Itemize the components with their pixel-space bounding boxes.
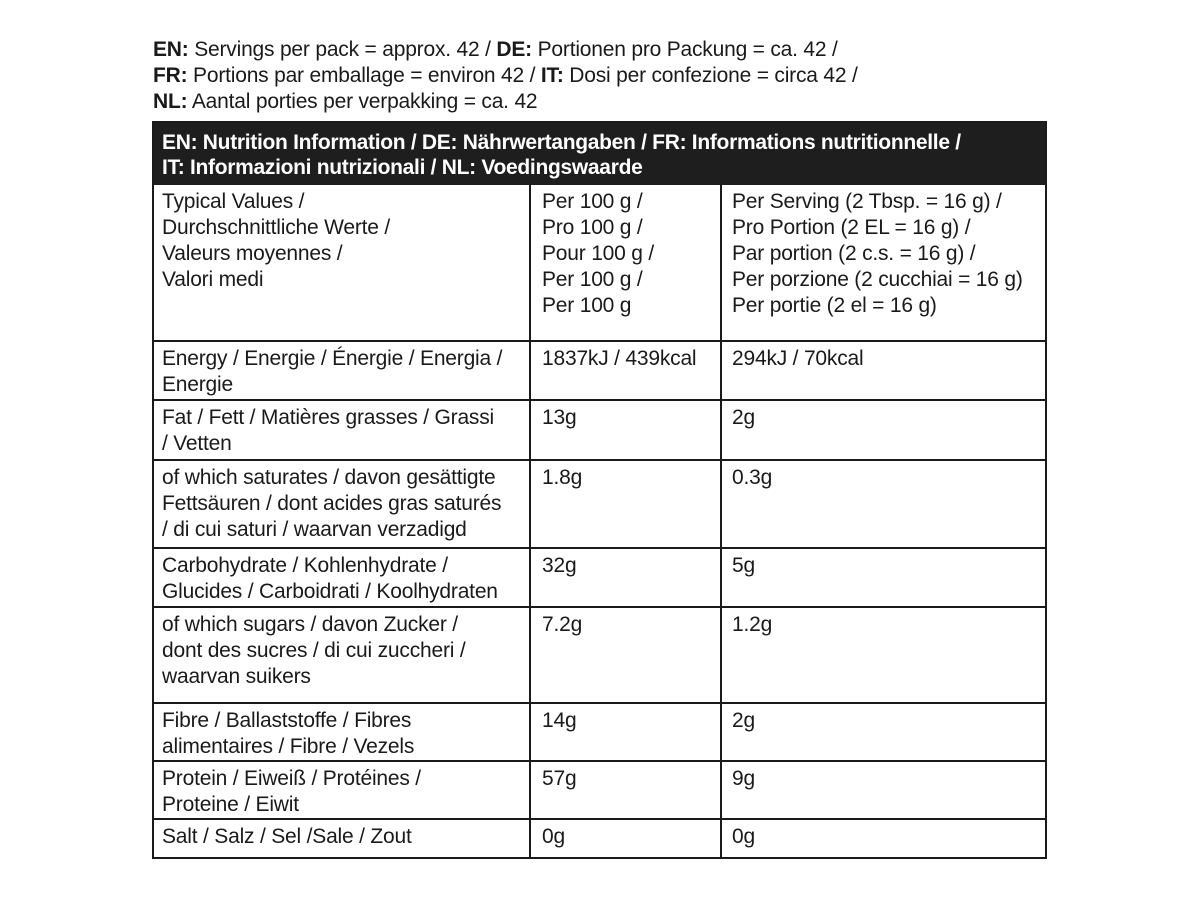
servings-line-2	[153, 63, 1053, 89]
per-serving-line: Par portion (2 c.s. = 16 g) /	[732, 242, 976, 265]
row-saturates	[154, 460, 1045, 548]
servings-de: Portionen pro Packung = ca. 42 /	[537, 38, 838, 61]
nutrition-grid	[154, 185, 1045, 857]
per-100g-line: Per 100 g /	[542, 268, 643, 291]
nutrient-label-line: Proteine / Eiwit	[162, 793, 299, 816]
typical-values-line: Durchschnittliche Werte /	[162, 216, 391, 239]
nutrient-label	[154, 607, 530, 703]
value-per-100g: 14g	[530, 703, 721, 761]
typical-values-header	[154, 185, 530, 341]
per-100g-line: Pour 100 g /	[542, 242, 655, 265]
per-serving-line: Per Serving (2 Tbsp. = 16 g) /	[732, 190, 1002, 213]
column-header-row	[154, 185, 1045, 341]
servings-nl: Aantal porties per verpakking = ca. 42	[191, 90, 538, 113]
servings-fr: Portions par emballage = environ 42 /	[193, 64, 536, 87]
per-serving-line: Pro Portion (2 EL = 16 g) /	[732, 216, 971, 239]
nutrient-label-line: Energy / Energie / Énergie / Energia /	[162, 347, 503, 370]
typical-values-line: Valori medi	[162, 268, 264, 291]
servings-line-1	[153, 37, 1053, 63]
value-per-100g: 0g	[530, 819, 721, 857]
nutrient-label	[154, 548, 530, 607]
row-salt	[154, 819, 1045, 857]
nutrient-label	[154, 341, 530, 400]
typical-values-line: Typical Values /	[162, 190, 305, 213]
value-per-serving: 294kJ / 70kcal	[721, 341, 1045, 400]
nutrient-label-line: Salt / Salz / Sel /Sale / Zout	[162, 825, 412, 848]
nutrient-label-line: / di cui saturi / waarvan verzadigd	[162, 518, 467, 541]
nutrient-label-line: of which saturates / davon gesättigte	[162, 466, 496, 489]
servings-line-3	[153, 89, 1053, 115]
nutrient-label-line: Fat / Fett / Matières grasses / Grassi	[162, 406, 494, 429]
nutrient-label	[154, 400, 530, 460]
nutrient-label	[154, 460, 530, 548]
lang-label-en: EN:	[153, 38, 189, 61]
value-per-100g: 1.8g	[530, 460, 721, 548]
nutrient-label	[154, 819, 530, 857]
value-per-serving: 5g	[721, 548, 1045, 607]
header-line-2: IT: Informazioni nutrizionali / NL: Voedingswaarde	[162, 156, 643, 179]
lang-label-fr: FR:	[153, 64, 188, 87]
row-carbohydrate	[154, 548, 1045, 607]
per-serving-header	[721, 185, 1045, 341]
nutrient-label-line: dont des sucres / di cui zuccheri /	[162, 639, 466, 662]
nutrient-label-line: of which sugars / davon Zucker /	[162, 613, 458, 636]
per-serving-line: Per porzione (2 cucchiai = 16 g)	[732, 268, 1023, 291]
nutrient-label-line: Carbohydrate / Kohlenhydrate /	[162, 554, 448, 577]
value-per-100g: 32g	[530, 548, 721, 607]
nutrition-table-header	[154, 123, 1045, 185]
lang-label-it: IT:	[540, 64, 564, 87]
row-fat	[154, 400, 1045, 460]
value-per-serving: 2g	[721, 703, 1045, 761]
nutrient-label	[154, 761, 530, 819]
nutrient-label	[154, 703, 530, 761]
nutrient-label-line: alimentaires / Fibre / Vezels	[162, 735, 415, 758]
header-line-1: EN: Nutrition Information / DE: Nährwertangaben / FR: Informations nutritionnelle /	[162, 131, 961, 154]
lang-label-nl: NL:	[153, 90, 188, 113]
nutrient-label-line: Glucides / Carboidrati / Koolhydraten	[162, 580, 498, 603]
nutrient-label-line: Fibre / Ballaststoffe / Fibres	[162, 709, 412, 732]
nutrient-label-line: waarvan suikers	[162, 665, 311, 688]
per-100g-line: Pro 100 g /	[542, 216, 643, 239]
lang-label-de: DE:	[496, 38, 532, 61]
row-fibre	[154, 703, 1045, 761]
per-100g-line: Per 100 g /	[542, 190, 643, 213]
per-serving-line: Per portie (2 el = 16 g)	[732, 294, 937, 317]
servings-it: Dosi per confezione = circa 42 /	[569, 64, 858, 87]
servings-en: Servings per pack = approx. 42 /	[194, 38, 491, 61]
row-protein	[154, 761, 1045, 819]
nutrient-label-line: Protein / Eiweiß / Protéines /	[162, 767, 421, 790]
value-per-serving: 0.3g	[721, 460, 1045, 548]
servings-per-pack-text	[153, 37, 1053, 115]
value-per-serving: 2g	[721, 400, 1045, 460]
value-per-100g: 1837kJ / 439kcal	[530, 341, 721, 400]
value-per-serving: 1.2g	[721, 607, 1045, 703]
row-energy	[154, 341, 1045, 400]
value-per-100g: 7.2g	[530, 607, 721, 703]
nutrient-label-line: / Vetten	[162, 432, 232, 455]
row-sugars	[154, 607, 1045, 703]
per-100g-line: Per 100 g	[542, 294, 632, 317]
value-per-100g: 13g	[530, 400, 721, 460]
nutrition-table	[152, 121, 1047, 859]
per-100g-header	[530, 185, 721, 341]
typical-values-line: Valeurs moyennes /	[162, 242, 343, 265]
nutrient-label-line: Fettsäuren / dont acides gras saturés	[162, 492, 502, 515]
value-per-serving: 9g	[721, 761, 1045, 819]
value-per-serving: 0g	[721, 819, 1045, 857]
value-per-100g: 57g	[530, 761, 721, 819]
nutrient-label-line: Energie	[162, 373, 233, 396]
